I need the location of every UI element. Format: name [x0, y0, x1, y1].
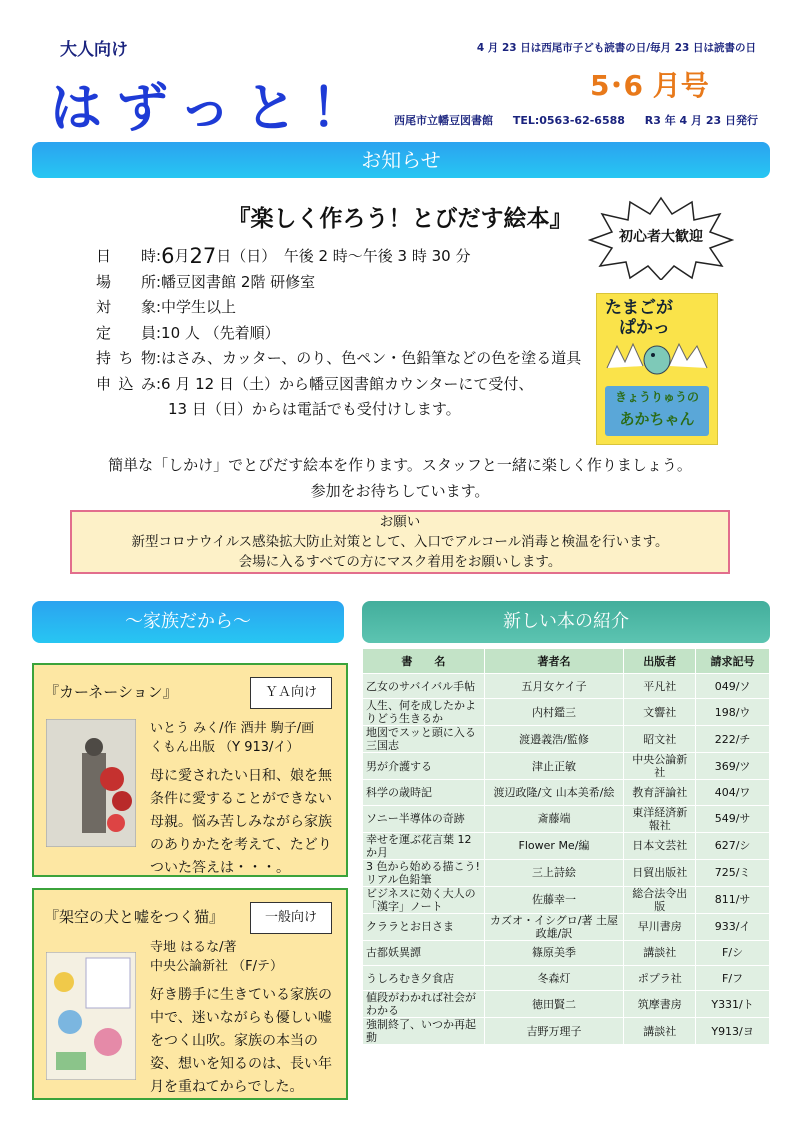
- book-author-cell: 斎藤端: [484, 805, 624, 832]
- book-title-cell: ソニー半導体の奇跡: [363, 805, 485, 832]
- detail-items: [96, 346, 581, 372]
- book-call-number-cell: 222/チ: [696, 726, 770, 753]
- detail-label: [96, 397, 156, 423]
- book-author-cell: 吉野万理子: [484, 1018, 624, 1045]
- table-row: [363, 940, 770, 965]
- detail-value: 13 日（日）からは電話でも受付けします。: [168, 400, 461, 418]
- book-publisher-cell: 昭文社: [624, 726, 696, 753]
- book-author-cell: 佐藤幸一: [484, 886, 624, 913]
- book-call-number-cell: 811/サ: [696, 886, 770, 913]
- author-line: いとう みく/作 酒井 駒子/画: [150, 721, 315, 736]
- column-title: 書 名: [363, 649, 485, 674]
- table-row: [363, 832, 770, 859]
- detail-label: 定 員: [96, 323, 156, 342]
- book-call-number-cell: F/フ: [696, 965, 770, 990]
- detail-value: :中学生以上: [156, 298, 237, 316]
- book-call-number-cell: F/シ: [696, 940, 770, 965]
- ya-tag: ＹＡ向け: [250, 677, 332, 709]
- detail-place: [96, 270, 581, 296]
- book-publisher-cell: 日本文芸社: [624, 832, 696, 859]
- book-author-cell: 徳田賢二: [484, 991, 624, 1018]
- book-publisher-cell: 文響社: [624, 699, 696, 726]
- book-title: 『架空の犬と嘘をつく猫』: [44, 908, 225, 926]
- detail-value: :はさみ、カッター、のり、色ペン・色鉛筆などの色を塗る道具: [156, 349, 582, 367]
- request-line: 会場に入るすべての方にマスク着用をお願いします。: [238, 554, 562, 570]
- book-publisher-cell: 平凡社: [624, 674, 696, 699]
- detail-capacity: [96, 321, 581, 347]
- book-feature-dog-cat: [32, 888, 348, 1100]
- event-month-unit: 月: [174, 247, 190, 265]
- book-author-cell: 津止正敏: [484, 753, 624, 780]
- event-intro: [0, 452, 800, 504]
- detail-colon: :: [156, 247, 162, 265]
- notice-banner: お知らせ: [32, 142, 770, 178]
- table-row: [363, 753, 770, 780]
- dog-cat-cover-image: [46, 952, 136, 1080]
- table-row: [363, 674, 770, 699]
- table-row: [363, 886, 770, 913]
- book-title-cell: 値段がわかれば社会がわかる: [363, 991, 485, 1018]
- book-description: 好き勝手に生きている家族の中で、迷いながらも優しい嘘をつく山吹。家族の本当の姿、想いを知るのは、長い年月を重ねてからでした。: [150, 987, 332, 1095]
- detail-label: 場 所: [96, 272, 156, 291]
- detail-label: 対 象: [96, 298, 156, 316]
- newsletter-title: はずっと！: [50, 78, 377, 139]
- publisher-line: 中央公論新社 （F/テ）: [150, 959, 283, 974]
- book-author-cell: 三上詩絵: [484, 859, 624, 886]
- detail-label: 持ち物: [96, 349, 156, 367]
- book-feature-carnation: [32, 663, 348, 877]
- event-details: [96, 244, 581, 423]
- book-call-number-cell: 198/ウ: [696, 699, 770, 726]
- column-call-number: 請求記号: [696, 649, 770, 674]
- book-author-cell: 篠原美季: [484, 940, 624, 965]
- cover-text: たまごが: [605, 298, 673, 318]
- table-row: [363, 726, 770, 753]
- carnation-cover-image: [46, 719, 136, 847]
- author-line: 寺地 はるな/著: [150, 940, 237, 955]
- table-row: [363, 805, 770, 832]
- publisher-info: [378, 112, 758, 128]
- book-author-cell: カズオ・イシグロ/著 土屋政雄/訳: [484, 913, 624, 940]
- intro-line: 参加をお待ちしています。: [310, 482, 490, 500]
- book-title-cell: 地図でスッと頭に入る三国志: [363, 726, 485, 753]
- book-publisher-cell: 日貿出版社: [624, 859, 696, 886]
- book-author-cell: 内村鑑三: [484, 699, 624, 726]
- egg-dinosaur-icon: [603, 338, 711, 378]
- detail-value: :10 人 （先着順）: [156, 323, 280, 342]
- detail-datetime: [96, 244, 581, 270]
- book-publisher-cell: 講談社: [624, 940, 696, 965]
- book-publisher-cell: ポプラ社: [624, 965, 696, 990]
- covid-request-box: [70, 510, 730, 574]
- table-row: [363, 859, 770, 886]
- table-row: [363, 1018, 770, 1045]
- publish-date: R3 年 4 月 23 日発行: [644, 114, 758, 127]
- intro-line: 簡単な「しかけ」でとびだす絵本を作ります。スタッフと一緒に楽しく作りましょう。: [108, 456, 692, 474]
- detail-target: [96, 295, 581, 321]
- detail-value: :幡豆図書館 2階 研修室: [156, 272, 316, 291]
- book-title-cell: 幸せを運ぶ花言葉 12 か月: [363, 832, 485, 859]
- book-title-cell: うしろむき夕食店: [363, 965, 485, 990]
- book-publisher-cell: 総合法令出版: [624, 886, 696, 913]
- book-publisher-cell: 筑摩書房: [624, 991, 696, 1018]
- column-author: 著者名: [484, 649, 624, 674]
- book-author: [150, 719, 314, 757]
- family-section-banner: ～家族だから～: [32, 601, 344, 643]
- general-tag: 一般向け: [250, 902, 332, 934]
- library-name: 西尾市立幡豆図書館: [393, 114, 493, 127]
- new-books-table: [362, 648, 770, 1045]
- book-title-cell: 乙女のサバイバル手帖: [363, 674, 485, 699]
- book-call-number-cell: Y913/ヨ: [696, 1018, 770, 1045]
- reading-day-note: 4 月 23 日は西尾市子ども読書の日/毎月 23 日は読書の日: [476, 42, 756, 54]
- book-call-number-cell: 725/ミ: [696, 859, 770, 886]
- new-books-banner: 新しい本の紹介: [362, 601, 770, 643]
- table-row: [363, 991, 770, 1018]
- request-line: 新型コロナウイルス感染拡大防止対策として、入口でアルコール消毒と検温を行います。: [131, 534, 669, 550]
- request-title: お願い: [379, 514, 421, 530]
- book-title-cell: クララとお日さま: [363, 913, 485, 940]
- book-call-number-cell: 369/ツ: [696, 753, 770, 780]
- book-publisher-cell: 教育評論社: [624, 780, 696, 805]
- table-row: [363, 965, 770, 990]
- book-author-cell: 渡辺政隆/文 山本美希/絵: [484, 780, 624, 805]
- event-month: 6: [161, 244, 175, 268]
- book-publisher-cell: 東洋経済新報社: [624, 805, 696, 832]
- detail-application: [96, 372, 581, 398]
- book-call-number-cell: Y331/ト: [696, 991, 770, 1018]
- book-call-number-cell: 933/イ: [696, 913, 770, 940]
- detail-label: 申込み: [96, 374, 156, 393]
- book-author-cell: 渡邉義浩/監修: [484, 726, 624, 753]
- table-row: [363, 699, 770, 726]
- book-author-cell: 五月女ケイ子: [484, 674, 624, 699]
- book-call-number-cell: 049/ソ: [696, 674, 770, 699]
- book-publisher-cell: 早川書房: [624, 913, 696, 940]
- audience-label: 大人向け: [60, 40, 128, 60]
- popup-book-cover: [596, 293, 718, 445]
- beginner-welcome-text: 初心者大歓迎: [619, 229, 703, 245]
- event-title: 『楽しく作ろう！とびだす絵本』: [227, 205, 573, 232]
- event-time: （日） 午後 2 時～午後 3 時 30 分: [231, 247, 471, 265]
- column-publisher: 出版者: [624, 649, 696, 674]
- event-day: 27: [189, 244, 217, 268]
- cover-text: あかちゃん: [619, 410, 695, 428]
- detail-value: :6 月 12 日（土）から幡豆図書館カウンターにて受付、: [156, 374, 534, 393]
- book-author: [150, 938, 283, 976]
- table-row: [363, 780, 770, 805]
- book-author-cell: 冬森灯: [484, 965, 624, 990]
- new-books-rows: [363, 674, 770, 1045]
- book-title-cell: ビジネスに効く大人の「漢字」ノート: [363, 886, 485, 913]
- book-call-number-cell: 627/シ: [696, 832, 770, 859]
- cover-text: きょうりゅうの: [614, 390, 699, 404]
- book-title: 『カーネーション』: [44, 683, 178, 701]
- book-call-number-cell: 404/ワ: [696, 780, 770, 805]
- book-title-cell: 3 色から始める描こう! リアル色鉛筆: [363, 859, 485, 886]
- book-title-cell: 男が介護する: [363, 753, 485, 780]
- book-publisher-cell: 中央公論新社: [624, 753, 696, 780]
- table-row: [363, 913, 770, 940]
- book-author-cell: Flower Me/編: [484, 832, 624, 859]
- book-title-cell: 古都妖異譚: [363, 940, 485, 965]
- issue-number: 5･6 月号: [590, 69, 709, 102]
- event-day-unit: 日: [216, 247, 232, 265]
- book-description: 母に愛されたい日和、娘を無条件に愛することができない母親。悩み苦しみながら家族のありかたを考えて、たどりついた答えは・・・。: [150, 768, 332, 876]
- detail-label: 日 時: [96, 247, 156, 265]
- book-title-cell: 強制終了、いつか再起動: [363, 1018, 485, 1045]
- library-phone: TEL:0563-62-6588: [512, 114, 625, 127]
- table-header-row: [363, 649, 770, 674]
- cover-text: ぱかっ: [619, 318, 670, 338]
- book-title-cell: 科学の歳時記: [363, 780, 485, 805]
- publisher-line: くもん出版 （Y 913/イ）: [150, 740, 300, 755]
- book-title-cell: 人生、何を成したかよりどう生きるか: [363, 699, 485, 726]
- book-publisher-cell: 講談社: [624, 1018, 696, 1045]
- book-call-number-cell: 549/サ: [696, 805, 770, 832]
- detail-application-2: [96, 397, 581, 423]
